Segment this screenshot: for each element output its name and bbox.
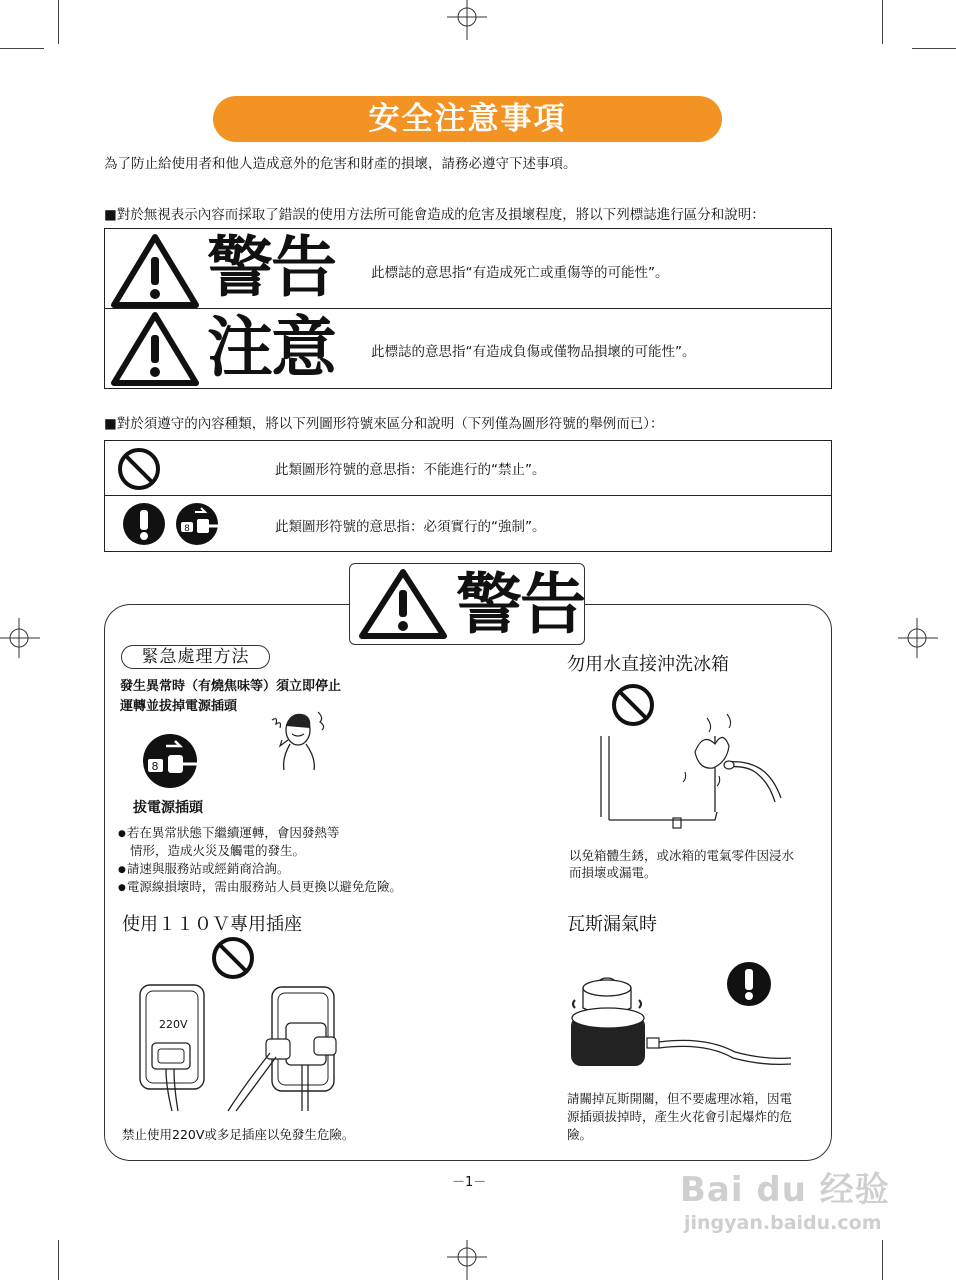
signal-word-caution: 注意: [207, 309, 335, 386]
unplug-icon: [175, 502, 223, 546]
water-text2: 而損壞或漏電。: [569, 865, 657, 880]
warning-triangle-icon: [110, 233, 200, 309]
page-title: 安全注意事項: [213, 96, 722, 142]
mandatory-icon: [122, 502, 166, 546]
emergency-line2: 運轉並拔掉電源插頭: [120, 699, 238, 714]
row-divider: [105, 495, 831, 496]
unplug-caption: 拔電源插頭: [133, 800, 203, 816]
warning-tag-label: 警告: [456, 566, 584, 643]
socket-caption: 禁止使用220V或多足插座以免發生危險。: [122, 1127, 355, 1142]
section2-heading: ■對於須遵守的內容種類，將以下列圖形符號來區分和說明（下列僅為圖形符號的舉例而已）：: [104, 416, 664, 432]
crop-mark: [882, 1240, 883, 1280]
registration-mark-right: [898, 618, 938, 658]
watermark-url: jingyan.baidu.com: [684, 1212, 882, 1234]
fridge-water-illustration: [595, 712, 795, 832]
emergency-bullet: ● 若在異常狀態下繼續運轉，會因發熱等: [118, 824, 339, 843]
warning-triangle-icon: [358, 568, 448, 640]
emergency-line1: 發生異常時（有燒焦味等）須立即停止: [120, 679, 342, 694]
crop-mark: [58, 1240, 59, 1280]
signal-word-warning: 警告: [207, 229, 335, 306]
symbol-desc-mandatory: 此類圖形符號的意思指：必須實行的“強制”。: [275, 519, 546, 535]
gas-text3: 險。: [567, 1127, 593, 1142]
signal-desc-warning: 此標誌的意思指“有造成死亡或重傷等的可能性”。: [371, 265, 669, 281]
crop-mark: [912, 48, 956, 49]
socket-heading: 使用１１０Ｖ專用插座: [122, 914, 302, 935]
crop-mark: [58, 0, 59, 44]
emergency-bullet: ● 電源線損壞時，需由服務站人員更換以避免危險。: [118, 878, 402, 897]
registration-mark-bottom: [447, 1240, 487, 1280]
water-text1: 以免箱體生銹，或冰箱的電氣零件因浸水: [569, 848, 795, 863]
svg-text:8: 8: [151, 760, 159, 773]
warning-tag: [349, 563, 585, 645]
registration-mark-left: [0, 618, 40, 658]
gas-text1: 請關掉瓦斯開關，但不要處理冰箱，因電: [567, 1091, 793, 1106]
svg-text:8: 8: [184, 524, 190, 534]
gas-heading: 瓦斯漏氣時: [567, 914, 657, 935]
prohibition-icon: [211, 936, 255, 980]
water-heading: 勿用水直接沖洗冰箱: [567, 654, 729, 675]
prohibition-icon: [117, 447, 161, 491]
emergency-bullet: ● 請速與服務站或經銷商洽詢。: [118, 860, 289, 879]
voltage-label: 220V: [159, 1018, 188, 1031]
socket-illustration: [136, 983, 342, 1113]
section1-heading: ■對於無視表示內容而採取了錯誤的使用方法所可能會造成的危害及損壞程度，將以下列標誌進行區分和說明：: [104, 207, 765, 223]
symbol-table: [104, 440, 832, 552]
emergency-pill: 緊急處理方法: [121, 645, 270, 669]
page-number: －1－: [452, 1175, 487, 1190]
caution-triangle-icon: [110, 311, 200, 387]
signal-word-table: [104, 228, 832, 389]
symbol-desc-prohibit: 此類圖形符號的意思指：不能進行的“禁止”。: [275, 462, 546, 478]
smelling-person-illustration: [268, 700, 328, 772]
signal-desc-caution: 此標誌的意思指“有造成負傷或僅物品損壞的可能性”。: [371, 344, 696, 360]
unplug-icon: [142, 733, 200, 789]
emergency-bullet-cont: 情形，造成火災及觸電的發生。: [130, 843, 306, 858]
intro-text: 為了防止給使用者和他人造成意外的危害和財產的損壞，請務必遵守下述事項。: [104, 156, 577, 172]
crop-mark: [0, 48, 44, 49]
gas-text2: 源插頭拔掉時，產生火花會引起爆炸的危: [567, 1109, 793, 1124]
watermark-brand: Bai du 经验: [680, 1170, 890, 1210]
registration-mark-top: [447, 0, 487, 40]
crop-mark: [882, 0, 883, 44]
gas-stove-illustration: [565, 972, 795, 1072]
